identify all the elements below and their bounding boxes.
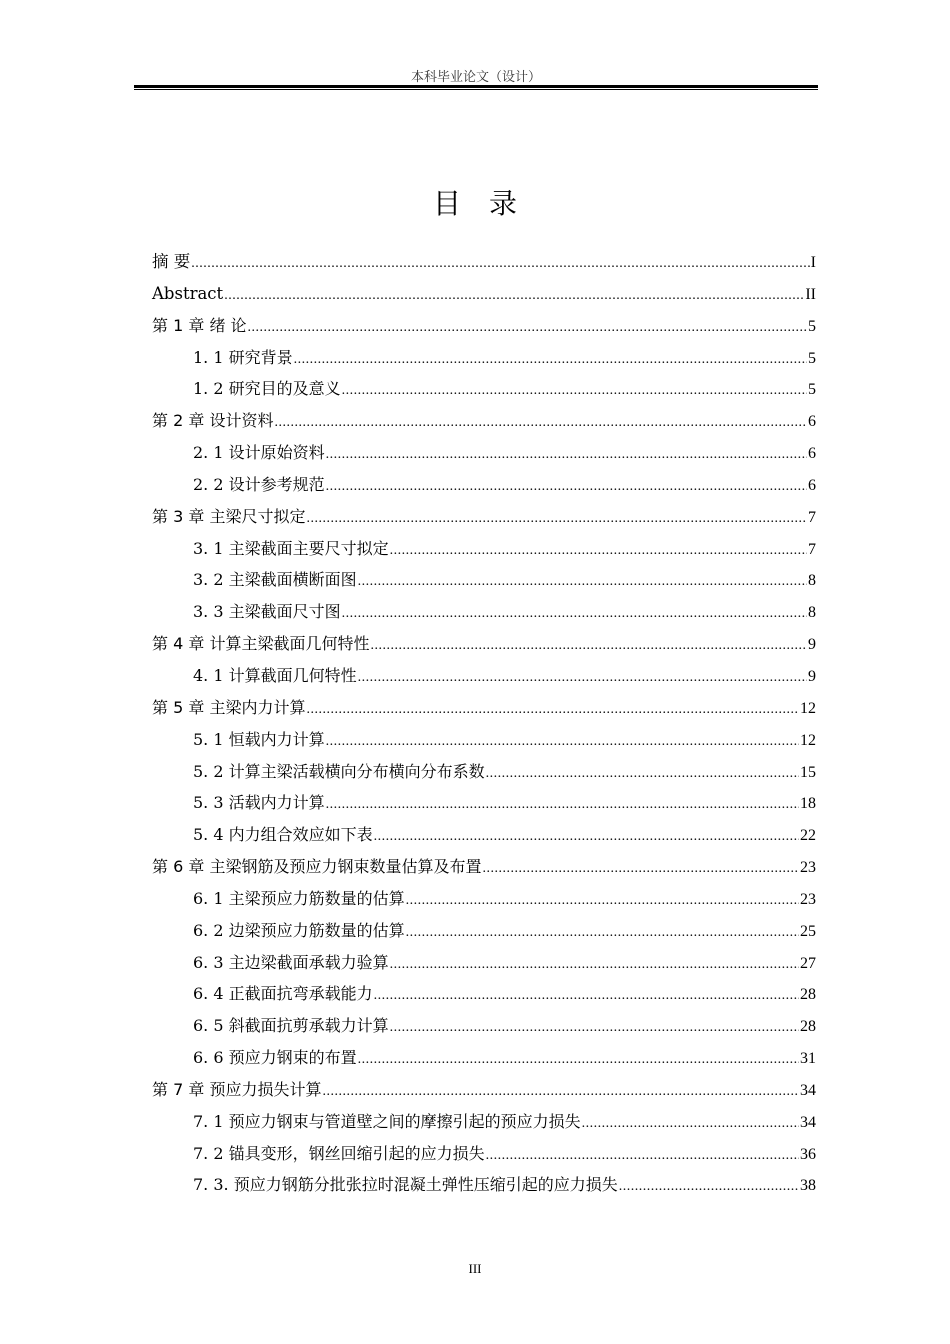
toc-entry[interactable]	[152, 278, 816, 310]
toc-leader-dots	[406, 917, 799, 949]
toc-entry-label: 3. 2 主梁截面横断面图	[193, 570, 357, 590]
toc-entry[interactable]	[152, 660, 816, 692]
toc-entry-page: 28	[800, 986, 816, 1004]
toc-entry[interactable]	[152, 596, 816, 628]
toc-entry[interactable]	[152, 437, 816, 469]
toc-entry-label: 摘 要	[152, 252, 191, 271]
toc-entry[interactable]	[152, 692, 816, 724]
toc-leader-dots	[294, 344, 807, 376]
toc-leader-dots	[374, 821, 799, 853]
page-title: 目录	[432, 187, 545, 220]
toc-entry-page: 27	[800, 954, 816, 972]
toc-leader-dots	[342, 598, 807, 630]
toc-entry[interactable]	[152, 310, 816, 342]
toc-entry-label: 第 7 章 预应力损失计算	[152, 1079, 322, 1099]
toc-entry-page: 38	[800, 1177, 816, 1195]
toc-entry[interactable]	[152, 883, 816, 915]
toc-leader-dots	[326, 789, 799, 821]
toc-entry-label: 第 6 章 主梁钢筋及预应力钢束数量估算及布置	[152, 857, 482, 877]
toc-leader-dots	[374, 980, 799, 1012]
toc-entry[interactable]	[152, 724, 816, 756]
toc-entry-page: 5	[808, 349, 816, 367]
toc-entry-label: Abstract	[152, 283, 224, 303]
toc-entry[interactable]	[152, 501, 816, 533]
toc-leader-dots	[370, 630, 807, 662]
toc-entry[interactable]	[152, 819, 816, 851]
toc-leader-dots	[248, 312, 807, 344]
toc-leader-dots	[390, 1012, 799, 1044]
toc-leader-dots	[191, 248, 809, 280]
toc-entry-page: 36	[800, 1145, 816, 1163]
toc-entry[interactable]	[152, 628, 816, 660]
toc-entry-label: 第 2 章 设计资料	[152, 411, 274, 431]
toc-entry-label: 4. 1 计算截面几何特性	[193, 665, 357, 685]
toc-leader-dots	[358, 662, 807, 694]
toc-leader-dots	[486, 1140, 799, 1172]
toc-entry[interactable]	[152, 1074, 816, 1106]
toc-entry[interactable]	[152, 978, 816, 1010]
toc-entry-label: 6. 6 预应力钢束的布置	[193, 1048, 357, 1068]
toc-leader-dots	[390, 949, 799, 981]
toc-entry[interactable]	[152, 469, 816, 501]
toc-entry-label: 2. 2 设计参考规范	[193, 474, 325, 494]
toc-entry-label: 6. 3 主边梁截面承载力验算	[193, 952, 389, 972]
toc-entry-page: 9	[808, 636, 816, 654]
toc-entry-label: 1. 1 研究背景	[193, 347, 293, 367]
toc-entry[interactable]	[152, 564, 816, 596]
toc-entry-page: 31	[800, 1050, 816, 1068]
toc-entry-page: II	[805, 285, 816, 303]
toc-entry-page: 23	[800, 890, 816, 908]
toc-entry-page: 18	[800, 795, 816, 813]
toc-entry-page: 5	[808, 317, 816, 335]
toc-entry-page: 23	[800, 859, 816, 877]
toc-entry-page: 6	[808, 445, 816, 463]
toc-entry[interactable]	[152, 1138, 816, 1170]
toc-entry-page: 34	[800, 1081, 816, 1099]
toc-entry-page: 8	[808, 572, 816, 590]
toc-leader-dots	[342, 375, 807, 407]
toc-entry-page: 22	[800, 827, 816, 845]
toc-entry-page: 25	[800, 922, 816, 940]
toc-entry-page: 7	[808, 540, 816, 558]
page-header: 本科毕业论文（设计）	[410, 70, 541, 85]
toc-entry-page: 34	[800, 1113, 816, 1131]
toc-entry[interactable]	[152, 915, 816, 947]
toc-leader-dots	[326, 439, 807, 471]
toc-leader-dots	[486, 758, 799, 790]
toc-entry-label: 5. 1 恒载内力计算	[193, 729, 325, 749]
toc-leader-dots	[619, 1171, 799, 1203]
toc-entry-label: 5. 3 活载内力计算	[193, 793, 325, 813]
toc-entry[interactable]	[152, 342, 816, 374]
toc-entry-page: 12	[800, 731, 816, 749]
toc-leader-dots	[306, 503, 807, 535]
toc-leader-dots	[482, 853, 799, 885]
toc-entry-label: 7. 3. 预应力钢筋分批张拉时混凝土弹性压缩引起的应力损失	[193, 1175, 618, 1195]
toc-entry-page: 6	[808, 476, 816, 494]
toc-entry-page: 9	[808, 667, 816, 685]
toc-leader-dots	[582, 1108, 799, 1140]
page-number: III	[468, 1261, 482, 1276]
toc-entry-label: 第 1 章 绪 论	[152, 315, 247, 335]
toc-entry-page: 5	[808, 381, 816, 399]
header-rule	[134, 85, 818, 88]
toc-leader-dots	[358, 1044, 799, 1076]
toc-entry[interactable]	[152, 405, 816, 437]
toc-leader-dots	[406, 885, 799, 917]
table-of-contents	[152, 246, 816, 1201]
toc-entry[interactable]	[152, 1169, 816, 1201]
toc-entry-label: 7. 2 锚具变形，钢丝回缩引起的应力损失	[193, 1143, 485, 1163]
toc-entry-label: 第 5 章 主梁内力计算	[152, 697, 306, 717]
header-rule-thin	[134, 89, 818, 90]
toc-entry[interactable]	[152, 373, 816, 405]
toc-leader-dots	[322, 1076, 799, 1108]
toc-entry-page: 12	[800, 699, 816, 717]
toc-entry-label: 第 3 章 主梁尺寸拟定	[152, 506, 306, 526]
toc-leader-dots	[358, 566, 807, 598]
toc-entry[interactable]	[152, 1042, 816, 1074]
toc-entry[interactable]	[152, 787, 816, 819]
toc-entry-label: 3. 3 主梁截面尺寸图	[193, 602, 341, 622]
toc-entry-label: 3. 1 主梁截面主要尺寸拟定	[193, 538, 389, 558]
toc-entry-label: 6. 1 主梁预应力筋数量的估算	[193, 888, 405, 908]
toc-entry-page: I	[810, 254, 816, 271]
toc-leader-dots	[326, 726, 799, 758]
toc-leader-dots	[306, 694, 799, 726]
toc-entry-page: 8	[808, 604, 816, 622]
toc-entry[interactable]	[152, 533, 816, 565]
toc-entry[interactable]	[152, 756, 816, 788]
toc-entry-page: 28	[800, 1018, 816, 1036]
toc-entry-label: 5. 4 内力组合效应如下表	[193, 825, 373, 845]
toc-entry-page: 7	[808, 508, 816, 526]
toc-leader-dots	[390, 535, 807, 567]
toc-leader-dots	[274, 407, 807, 439]
toc-entry-page: 15	[800, 763, 816, 781]
toc-entry-label: 6. 4 正截面抗弯承载能力	[193, 984, 373, 1004]
toc-leader-dots	[326, 471, 807, 503]
toc-entry-label: 6. 2 边梁预应力筋数量的估算	[193, 920, 405, 940]
toc-entry[interactable]	[152, 1010, 816, 1042]
toc-entry-label: 6. 5 斜截面抗剪承载力计算	[193, 1016, 389, 1036]
toc-leader-dots	[224, 280, 804, 312]
toc-entry[interactable]	[152, 1106, 816, 1138]
toc-entry[interactable]	[152, 246, 816, 278]
toc-entry-label: 1. 2 研究目的及意义	[193, 379, 341, 399]
toc-entry-page: 6	[808, 413, 816, 431]
toc-entry-label: 第 4 章 计算主梁截面几何特性	[152, 634, 370, 654]
toc-entry[interactable]	[152, 947, 816, 979]
toc-entry[interactable]	[152, 851, 816, 883]
toc-entry-label: 2. 1 设计原始资料	[193, 443, 325, 463]
toc-entry-label: 5. 2 计算主梁活载横向分布横向分布系数	[193, 761, 485, 781]
toc-entry-label: 7. 1 预应力钢束与管道壁之间的摩擦引起的预应力损失	[193, 1111, 581, 1131]
